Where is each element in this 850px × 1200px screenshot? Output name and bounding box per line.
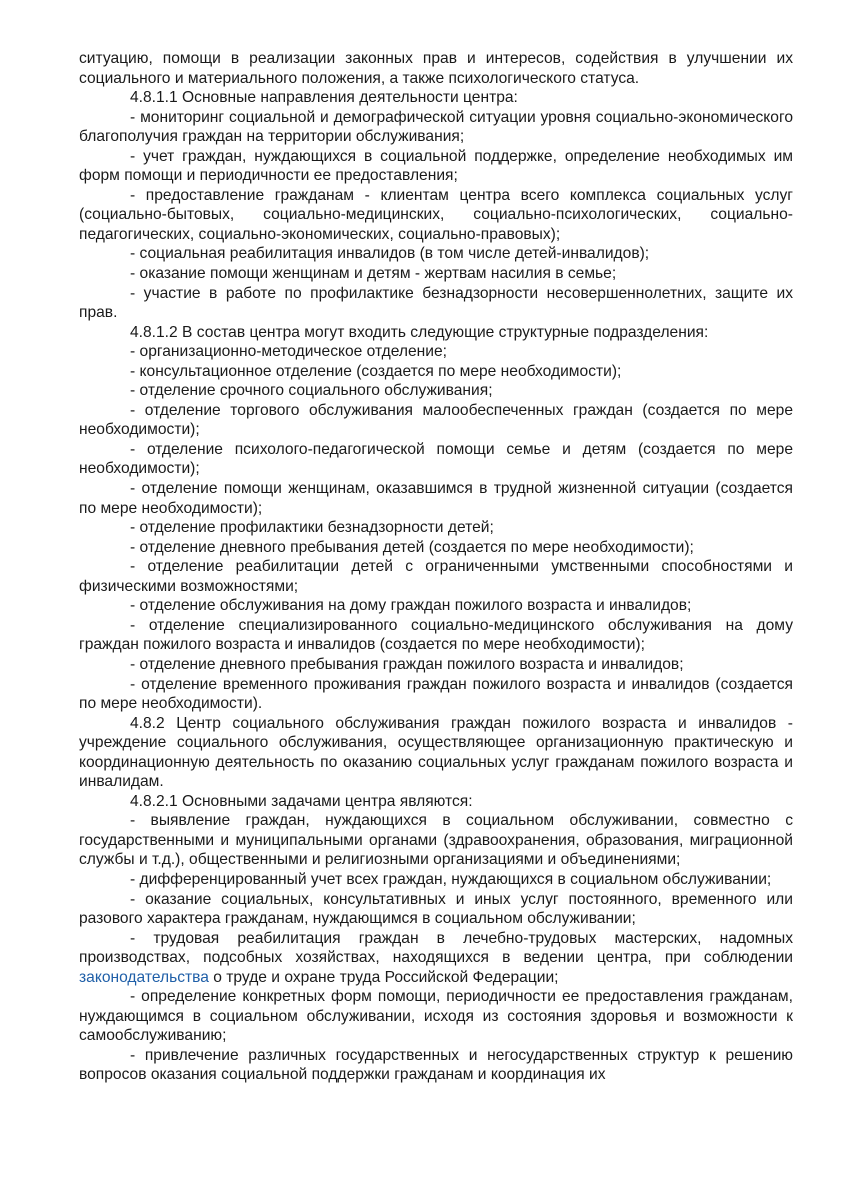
list-item: - социальная реабилитация инвалидов (в том числе детей-инвалидов); <box>130 245 650 263</box>
list-item: - отделение срочного социального обслуживания; <box>130 382 493 400</box>
paragraph-continuation: ситуацию, помощи в реализации законных прав и интересов, содействия в улучшении их социального и материального положения, а также психологического статуса. <box>79 50 793 87</box>
list-item: - отделение торгового обслуживания малообеспеченных граждан (создается по мере необходимости); <box>79 401 793 439</box>
list-item: - организационно-методическое отделение; <box>130 343 447 361</box>
list-item: - оказание помощи женщинам и детям - жертвам насилия в семье; <box>130 265 617 283</box>
legislation-link[interactable]: законодательства <box>79 968 209 986</box>
list-item: - дифференцированный учет всех граждан, нуждающихся в социальном обслуживании; <box>130 870 772 888</box>
section-heading-4-8-2-1: 4.8.2.1 Основными задачами центра являются: <box>130 792 473 810</box>
list-item: - участие в работе по профилактике безнадзорности несовершеннолетних, защите их прав. <box>79 284 793 322</box>
list-item-text-after: о труде и охране труда Российской Федерации; <box>208 968 559 986</box>
list-item: - оказание социальных, консультативных и иных услуг постоянного, временного или разового характера гражданам, нуждающимся в социальном обслуживании; <box>79 890 793 928</box>
list-item: - учет граждан, нуждающихся в социальной поддержке, определение необходимых им форм помощи и периодичности ее предоставления; <box>79 147 793 185</box>
section-heading-4-8-1-2: 4.8.1.2 В состав центра могут входить следующие структурные подразделения: <box>130 323 709 341</box>
list-item-text-before: - трудовая реабилитация граждан в лечебно-трудовых мастерских, надомных производствах, подсобных хозяйствах, находящихся в ведении центра, при соблюдении <box>79 929 793 967</box>
list-item-with-link <box>79 929 793 988</box>
list-item: - отделение дневного пребывания детей (создается по мере необходимости); <box>130 538 694 556</box>
list-item: - отделение реабилитации детей с ограниченными умственными способностями и физическими возможностями; <box>79 558 793 595</box>
list-item: - выявление граждан, нуждающихся в социальном обслуживании, совместно с государственными и муниципальными органами (здравоохранения, образования, миграционной службы и т.д.), общественными и религиозными организациями и объединениями; <box>79 812 793 869</box>
list-item: - отделение психолого-педагогической помощи семье и детям (создается по мере необходимости); <box>79 440 793 478</box>
list-item: - отделение дневного пребывания граждан пожилого возраста и инвалидов; <box>130 655 684 673</box>
list-item: - отделение обслуживания на дому граждан пожилого возраста и инвалидов; <box>130 597 692 615</box>
section-heading-4-8-1-1: 4.8.1.1 Основные направления деятельности центра: <box>130 89 518 107</box>
list-item: - предоставление гражданам - клиентам центра всего комплекса социальных услуг (социально-бытовых, социально-медицинских, социально-психологических, социально-педагогических, социально-экономических, социально-правовых); <box>79 186 793 243</box>
list-item: - отделение помощи женщинам, оказавшимся в трудной жизненной ситуации (создается по мере необходимости); <box>79 480 793 517</box>
list-item: - отделение профилактики безнадзорности детей; <box>130 519 494 537</box>
list-item: - отделение специализированного социально-медицинского обслуживания на дому граждан пожилого возраста и инвалидов (создается по мере необходимости); <box>79 616 793 654</box>
list-item: - консультационное отделение (создается по мере необходимости); <box>130 362 622 380</box>
section-heading-4-8-2: 4.8.2 Центр социального обслуживания граждан пожилого возраста и инвалидов - учреждение социального обслуживания, осуществляющее организационную практическую и координационную деятельность по оказанию социальных услуг гражданам пожилого возраста и инвалидам. <box>79 714 793 791</box>
list-item: - привлечение различных государственных и негосударственных структур к решению вопросов оказания социальной поддержки гражданам и координация их <box>79 1046 793 1084</box>
list-item: - определение конкретных форм помощи, периодичности ее предоставления гражданам, нуждающимся в социальном обслуживании, исходя из состояния здоровья и возможности к самообслуживанию; <box>79 988 793 1045</box>
list-item: - мониторинг социальной и демографической ситуации уровня социально-экономического благополучия граждан на территории обслуживания; <box>79 108 793 146</box>
list-item: - отделение временного проживания граждан пожилого возраста и инвалидов (создается по мере необходимости). <box>79 675 793 713</box>
